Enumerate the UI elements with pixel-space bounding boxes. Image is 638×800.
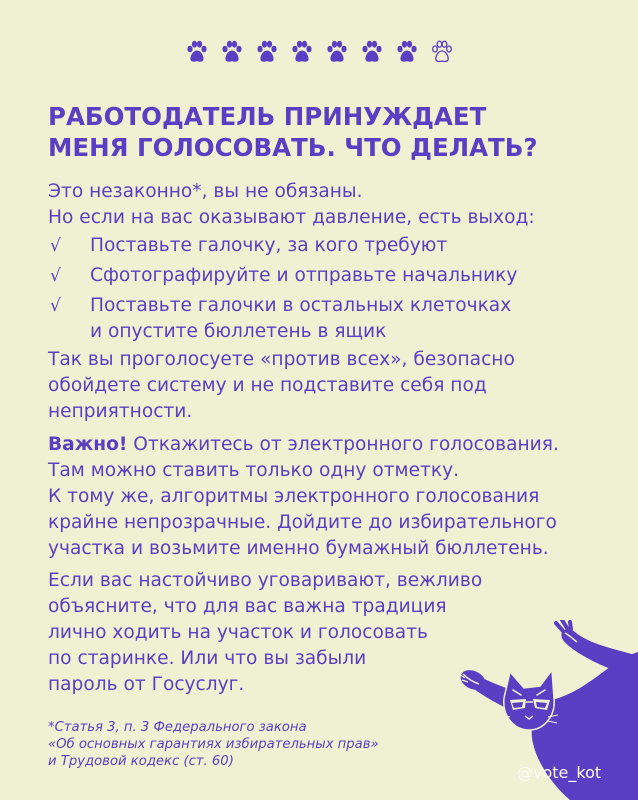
checklist (48, 233, 608, 345)
outcome-paragraph (48, 347, 618, 425)
checkmark-icon: √ (50, 266, 61, 286)
persuade-line: Если вас настойчиво уговаривают, вежливо (48, 570, 483, 591)
important-line: К тому же, алгоритмы электронного голосования (48, 486, 540, 507)
footnote-line: *Статья 3, п. 3 Федерального закона (48, 720, 307, 735)
paw-icon (396, 40, 418, 64)
footnote-line: и Трудовой кодекс (ст. 60) (48, 754, 234, 769)
title-line: РАБОТОДАТЕЛЬ ПРИНУЖДАЕТ (48, 102, 487, 131)
outcome-line: обойдете систему и не подставите себя под (48, 375, 487, 396)
checklist-item-text: Сфотографируйте и отправьте начальнику (90, 265, 518, 286)
paw-icon (326, 40, 348, 64)
persuade-line: объясните, что для вас важна традиция (48, 596, 447, 617)
important-paragraph (48, 432, 618, 562)
checklist-item-text: Поставьте галочки в остальных клеточках (90, 295, 512, 316)
page-title (48, 101, 608, 163)
paw-icon (186, 40, 208, 64)
paw-icon (221, 40, 243, 64)
important-line: Там можно ставить только одну отметку. (48, 460, 459, 481)
checklist-item (48, 233, 608, 259)
important-line: участка и возьмите именно бумажный бюллетень. (48, 538, 549, 559)
cat-arm-right (561, 629, 638, 678)
checkmark-icon: √ (50, 296, 61, 316)
paw-icon (291, 40, 313, 64)
important-line: Откажитесь от электронного голосования. (127, 434, 559, 455)
outcome-line: Так вы проголосуете «против всех», безопасно (48, 349, 515, 370)
intro-paragraph (48, 179, 618, 231)
footnote (48, 719, 468, 770)
checkmark-icon: √ (50, 236, 61, 256)
checklist-item-text: Поставьте галочку, за кого требуют (90, 235, 448, 256)
important-line: крайне непрозрачные. Дойдите до избирательного (48, 512, 557, 533)
checklist-item (48, 293, 608, 345)
paw-outline-icon (431, 40, 453, 64)
outcome-line: неприятности. (48, 401, 193, 422)
footnote-line: «Об основных гарантиях избирательных прав» (48, 737, 379, 752)
important-label: Важно! (48, 434, 128, 455)
title-line: МЕНЯ ГОЛОСОВАТЬ. ЧТО ДЕЛАТЬ? (48, 133, 538, 162)
paw-row (0, 40, 638, 64)
checklist-item-text: и опустите бюллетень в ящик (90, 321, 387, 342)
paw-icon (361, 40, 383, 64)
persuade-line: лично ходить на участок и голосовать (48, 622, 428, 643)
intro-line: Но если на вас оказывают давление, есть выход: (48, 207, 535, 228)
intro-line: Это незаконно*, вы не обязаны. (48, 181, 363, 202)
persuade-line: пароль от Госуслуг. (48, 674, 245, 695)
persuade-line: по старинке. Или что вы забыли (48, 648, 367, 669)
account-handle: @vote_kot (517, 763, 602, 782)
paw-icon (256, 40, 278, 64)
checklist-item (48, 263, 608, 289)
